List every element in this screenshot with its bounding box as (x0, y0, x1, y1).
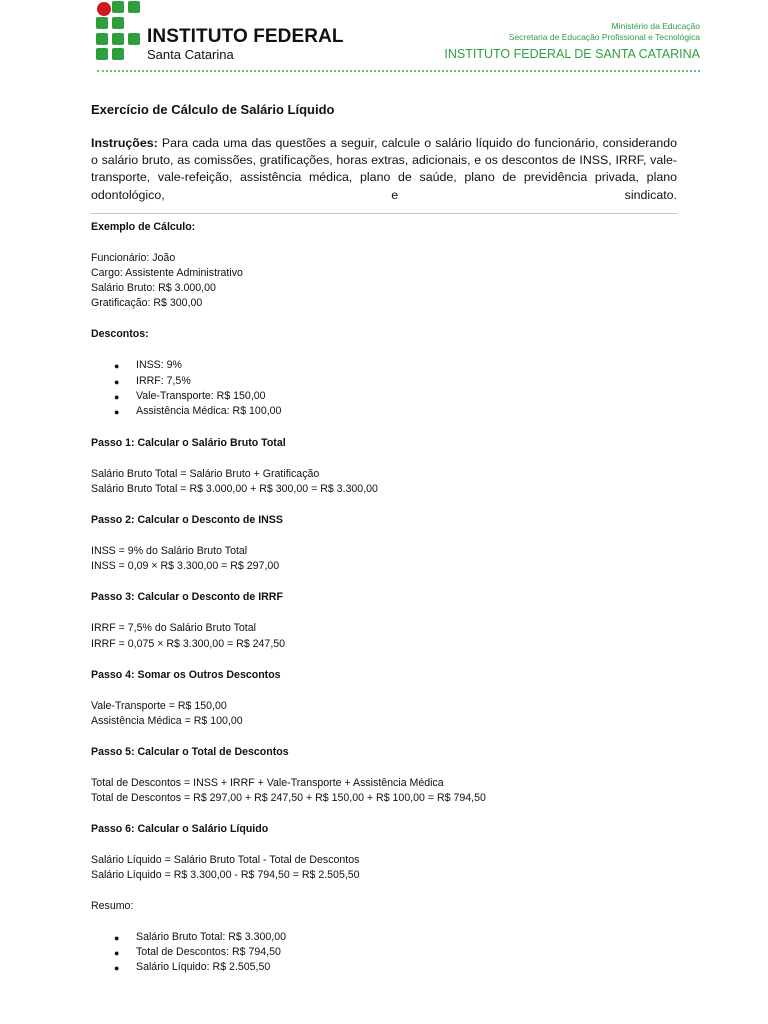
list-bullet: ● (114, 963, 120, 973)
instructions-text: Para cada uma das questões a seguir, calcule o salário líquido do funcionário, considerando o salário bruto, as comissões, gratificações, horas extras, adicionais, e os descontos de INSS, IRRF, vale-transporte, vale-refeição, assistência médica, plano de saúde, plano de previdência privada, plano odontológico, e sindicato. (91, 136, 677, 202)
step-4-heading: Passo 4: Somar os Outros Descontos (91, 669, 281, 681)
list-bullet: ● (114, 948, 120, 958)
instructions-label: Instruções: (91, 136, 158, 150)
step-1-heading: Passo 1: Calcular o Salário Bruto Total (91, 437, 286, 449)
step-6-line-2: Salário Líquido = R$ 3.300,00 - R$ 794,50 = R$ 2.505,50 (91, 869, 360, 881)
header-divider (97, 70, 700, 72)
institute-name-right: INSTITUTO FEDERAL DE SANTA CATARINA (444, 47, 700, 61)
bonus-line: Gratificação: R$ 300,00 (91, 297, 203, 309)
gross-salary-line: Salário Bruto: R$ 3.000,00 (91, 282, 216, 294)
list-bullet: ● (114, 361, 120, 371)
list-item: Salário Bruto Total: R$ 3.300,00 (136, 931, 286, 943)
step-5-line-1: Total de Descontos = INSS + IRRF + Vale-Transporte + Assistência Médica (91, 777, 444, 789)
step-3-heading: Passo 3: Calcular o Desconto de IRRF (91, 591, 283, 603)
list-item: Salário Líquido: R$ 2.505,50 (136, 961, 271, 973)
brand-title: INSTITUTO FEDERAL (147, 26, 344, 47)
step-5-line-2: Total de Descontos = R$ 297,00 + R$ 247,50 + R$ 150,00 + R$ 100,00 = R$ 794,50 (91, 792, 486, 804)
list-item: Total de Descontos: R$ 794,50 (136, 946, 281, 958)
step-3-line-1: IRRF = 7,5% do Salário Bruto Total (91, 622, 256, 634)
list-bullet: ● (114, 407, 120, 417)
deductions-heading: Descontos: (91, 328, 149, 340)
employee-line: Funcionário: João (91, 252, 176, 264)
list-item: Assistência Médica: R$ 100,00 (136, 405, 282, 417)
role-line: Cargo: Assistente Administrativo (91, 267, 243, 279)
instructions-paragraph (91, 135, 677, 204)
logo-red-dot (97, 2, 111, 16)
document-title: Exercício de Cálculo de Salário Líquido (91, 102, 335, 117)
brand-subtitle: Santa Catarina (147, 47, 234, 62)
list-item: Vale-Transporte: R$ 150,00 (136, 390, 266, 402)
list-item: INSS: 9% (136, 359, 182, 371)
step-6-heading: Passo 6: Calcular o Salário Líquido (91, 823, 269, 835)
summary-heading: Resumo: (91, 900, 134, 912)
secretaria-label: Secretaria de Educação Profissional e Tecnológica (508, 32, 700, 42)
step-1-line-1: Salário Bruto Total = Salário Bruto + Gratificação (91, 468, 320, 480)
step-4-line-2: Assistência Médica = R$ 100,00 (91, 715, 243, 727)
ministry-label: Ministério da Educação (611, 21, 700, 31)
step-2-line-2: INSS = 0,09 × R$ 3.300,00 = R$ 297,00 (91, 560, 280, 572)
list-bullet: ● (114, 933, 120, 943)
step-3-line-2: IRRF = 0,075 × R$ 3.300,00 = R$ 247,50 (91, 638, 286, 650)
list-bullet: ● (114, 392, 120, 402)
section-divider (91, 213, 677, 214)
example-heading: Exemplo de Cálculo: (91, 221, 196, 233)
step-4-line-1: Vale-Transporte = R$ 150,00 (91, 700, 227, 712)
step-6-line-1: Salário Líquido = Salário Bruto Total - Total de Descontos (91, 854, 360, 866)
step-2-heading: Passo 2: Calcular o Desconto de INSS (91, 514, 283, 526)
list-bullet: ● (114, 377, 120, 387)
list-item: IRRF: 7,5% (136, 375, 191, 387)
institute-logo-icon (96, 1, 140, 60)
step-2-line-1: INSS = 9% do Salário Bruto Total (91, 545, 248, 557)
step-5-heading: Passo 5: Calcular o Total de Descontos (91, 746, 289, 758)
step-1-line-2: Salário Bruto Total = R$ 3.000,00 + R$ 300,00 = R$ 3.300,00 (91, 483, 378, 495)
